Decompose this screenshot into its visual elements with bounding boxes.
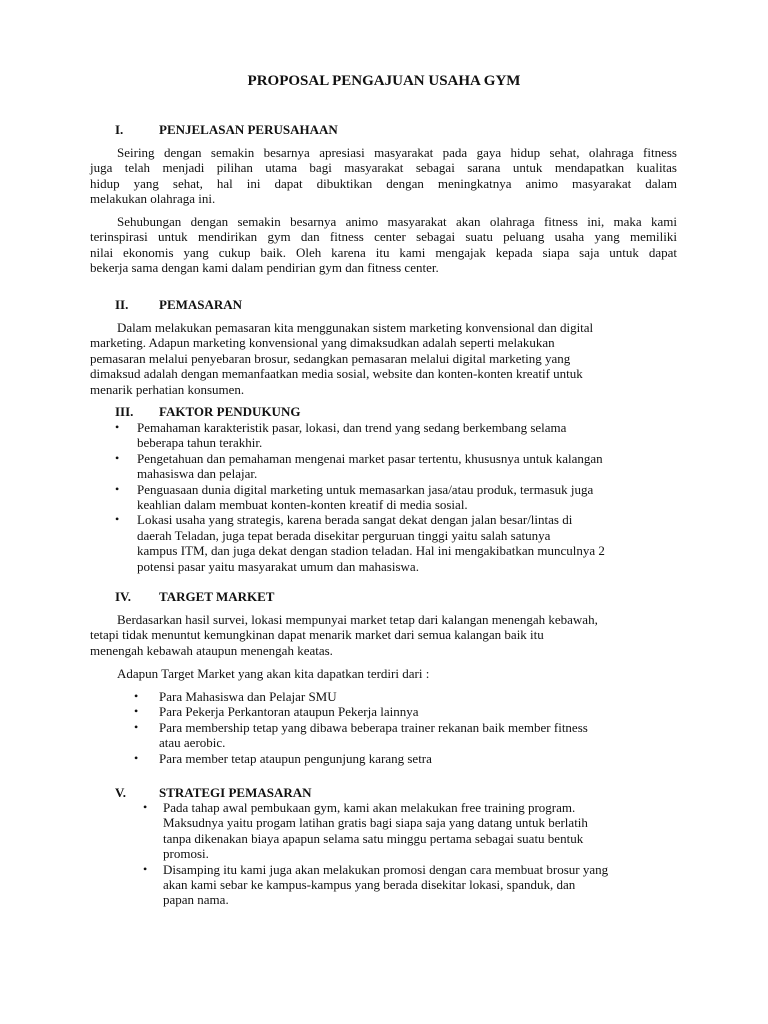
text-line: tetapi tidak menuntut kemungkinan dapat menarik market dari semua kalangan baik itu bbox=[90, 627, 544, 643]
section-title: PEMASARAN bbox=[159, 297, 243, 312]
bullet-icon: • bbox=[115, 512, 120, 527]
bullet-list bbox=[143, 800, 609, 908]
text-line: Para Pekerja Perkantoran ataupun Pekerja lainnya bbox=[159, 704, 419, 720]
section-number: III. bbox=[115, 404, 134, 419]
section-number: I. bbox=[115, 122, 124, 137]
text-line: Para member tetap ataupun pengunjung karang setra bbox=[159, 750, 432, 766]
paragraph bbox=[90, 320, 677, 397]
text-line: Disamping itu kami juga akan melakukan promosi dengan cara membuat brosur yang bbox=[163, 861, 609, 877]
section-title: PENJELASAN PERUSAHAAN bbox=[159, 122, 338, 137]
list-item bbox=[115, 481, 605, 513]
text-line: menarik perhatian konsumen. bbox=[90, 381, 245, 397]
text-line: pemasaran melalui penyebaran brosur, sedangkan pemasaran melalui digital marketing yang bbox=[90, 350, 571, 366]
list-item bbox=[143, 861, 609, 908]
text-line: menengah kebawah ataupun menengah keatas. bbox=[90, 642, 333, 658]
bullet-list bbox=[115, 420, 605, 574]
bullet-icon: • bbox=[143, 861, 148, 876]
list-item bbox=[134, 689, 588, 704]
text-line: Pemahaman karakteristik pasar, lokasi, dan trend yang sedang berkembang selama bbox=[137, 420, 567, 435]
bullet-icon: • bbox=[115, 450, 120, 465]
text-line: mahasiswa dan pelajar. bbox=[137, 466, 258, 482]
text-line: Para Mahasiswa dan Pelajar SMU bbox=[159, 689, 337, 704]
text-line: Pengetahuan dan pemahaman mengenai market pasar tertentu, khususnya untuk kalangan bbox=[137, 450, 603, 466]
section-title: FAKTOR PENDUKUNG bbox=[159, 404, 301, 419]
section-heading-5 bbox=[115, 785, 312, 800]
text-line: Sehubungan dengan semakin besarnya animo masyarakat akan olahraga fitness ini, maka kami bbox=[117, 214, 677, 229]
text-line: bekerja sama dengan kami dalam pendirian gym dan fitness center. bbox=[90, 260, 439, 276]
bullet-list bbox=[134, 689, 588, 766]
paragraph bbox=[90, 214, 677, 276]
text-line: akan kami sebar ke kampus-kampus yang berada disekitar lokasi, spanduk, dan bbox=[163, 877, 576, 893]
text-line: dimaksud adalah dengan memanfaatkan media sosial, website dan konten-konten kreatif untuk bbox=[90, 366, 583, 382]
document-title: PROPOSAL PENGAJUAN USAHA GYM bbox=[247, 73, 521, 89]
bullet-icon: • bbox=[134, 750, 139, 765]
text-line: potensi pasar yaitu masyarakat umum dan mahasiswa. bbox=[137, 558, 419, 574]
section-number: II. bbox=[115, 297, 129, 312]
paragraph bbox=[90, 612, 677, 658]
text-line: Berdasarkan hasil survei, lokasi mempunyai market tetap dari kalangan menengah kebawah, bbox=[117, 612, 598, 627]
text-line: hidup yang sehat, hal ini dapat dibuktikan dengan meningkatnya animo masyarakat dalam bbox=[90, 175, 677, 191]
list-item bbox=[134, 719, 588, 751]
text-line: promosi. bbox=[163, 846, 209, 862]
section-title: STRATEGI PEMASARAN bbox=[159, 785, 312, 800]
list-item bbox=[115, 512, 605, 574]
section-heading-4 bbox=[115, 589, 274, 604]
text-line: atau aerobic. bbox=[159, 735, 226, 751]
paragraph bbox=[90, 666, 677, 681]
bullet-icon: • bbox=[115, 481, 120, 496]
text-line: Penguasaan dunia digital marketing untuk memasarkan jasa/atau produk, termasuk juga bbox=[137, 481, 594, 497]
text-line: Pada tahap awal pembukaan gym, kami akan melakukan free training program. bbox=[163, 800, 576, 815]
text-line: terinspirasi untuk mendirikan gym dan fitness center sebagai suatu peluang usaha yang memiliki bbox=[90, 229, 677, 245]
section-heading-3 bbox=[115, 404, 300, 419]
text-line: Lokasi usaha yang strategis, karena berada sangat dekat dengan jalan besar/lintas di bbox=[137, 512, 573, 528]
text-line: papan nama. bbox=[163, 892, 229, 908]
list-item bbox=[134, 704, 588, 720]
text-line: kampus ITM, dan juga dekat dengan stadion teladan. Hal ini mengakibatkan munculnya 2 bbox=[137, 543, 605, 559]
text-line: Seiring dengan semakin besarnya apresiasi masyarakat pada gaya hidup sehat, olahraga fitness bbox=[117, 145, 677, 160]
text-line: beberapa tahun terakhir. bbox=[137, 435, 263, 451]
bullet-icon: • bbox=[115, 420, 120, 434]
list-item bbox=[115, 420, 605, 451]
section-number: IV. bbox=[115, 589, 132, 604]
bullet-icon: • bbox=[134, 719, 139, 734]
text-line: tanpa dikenakan biaya apapun selama satu minggu pertama sebagai suatu bentuk bbox=[163, 830, 584, 846]
section-title: TARGET MARKET bbox=[159, 589, 275, 604]
text-line: daerah Teladan, juga tepat berada disekitar perguruan tinggi yaitu salah satunya bbox=[137, 527, 551, 543]
text-line: nilai ekonomis yang cukup baik. Oleh karena itu kami mengajak kepada siapa saja untuk dapat bbox=[90, 244, 677, 260]
list-item bbox=[134, 750, 588, 766]
list-item bbox=[115, 450, 605, 482]
text-line: melakukan olahraga ini. bbox=[90, 191, 216, 207]
text-line: Para membership tetap yang dibawa beberapa trainer rekanan baik member fitness bbox=[159, 719, 588, 735]
bullet-icon: • bbox=[134, 704, 139, 719]
list-item bbox=[143, 800, 608, 862]
text-line: marketing. Adapun marketing konvensional yang dimaksudkan adalah seperti melakukan bbox=[90, 335, 555, 351]
section-number: V. bbox=[115, 785, 126, 800]
text-line: Adapun Target Market yang akan kita dapatkan terdiri dari : bbox=[117, 666, 430, 681]
text-line: Maksudnya yaitu progam latihan gratis bagi siapa saja yang datang untuk berlatih bbox=[163, 815, 588, 831]
text-line: keahlian dalam membuat konten-konten kreatif di media sosial. bbox=[137, 497, 468, 513]
section-heading-1 bbox=[115, 122, 338, 137]
text-line: juga telah menjadi pilihan utama bagi masyarakat sebagai sarana untuk mendapatkan kualitas bbox=[90, 160, 677, 176]
section-heading-2 bbox=[115, 297, 242, 312]
bullet-icon: • bbox=[143, 800, 148, 814]
paragraph bbox=[90, 145, 677, 207]
bullet-icon: • bbox=[134, 689, 139, 703]
text-line: Dalam melakukan pemasaran kita menggunakan sistem marketing konvensional dan digital bbox=[117, 320, 594, 335]
